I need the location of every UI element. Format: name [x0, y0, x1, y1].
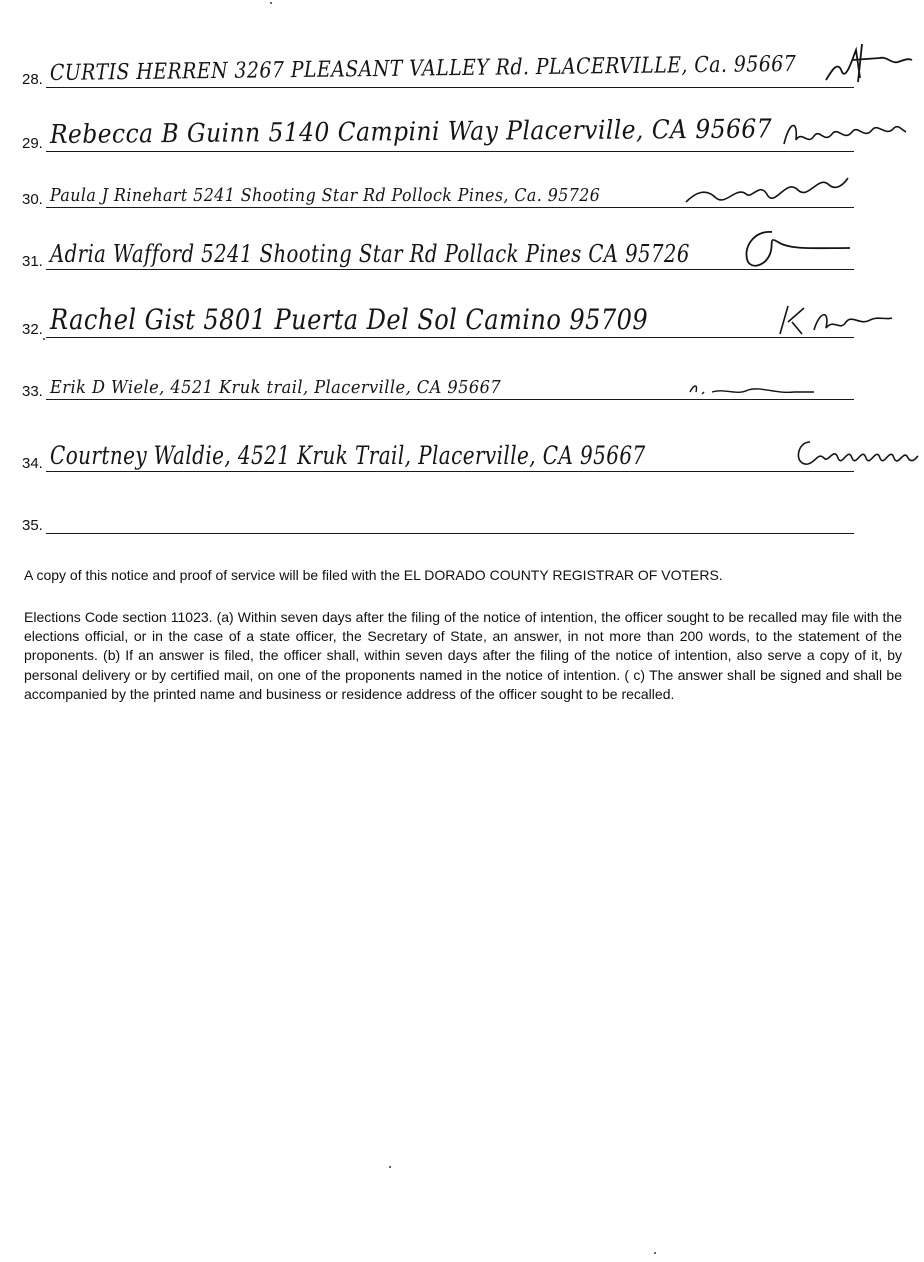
row-number: 31. [22, 253, 43, 270]
row-underline [46, 533, 854, 534]
row-number: 29. [22, 135, 43, 152]
signature-scribble [790, 434, 920, 474]
signature-row-33 [22, 344, 854, 404]
scan-speck [389, 1166, 391, 1168]
signature-row-28 [22, 32, 854, 92]
signature-row-32 [22, 282, 854, 342]
row-underline [46, 337, 854, 338]
signature-row-35 [22, 478, 854, 538]
handwritten-entry: CURTIS HERREN 3267 PLEASANT VALLEY Rd. PLACERVILLE, Ca. 95667 [49, 51, 797, 86]
row-underline [46, 87, 854, 88]
handwritten-entry: Rachel Gist 5801 Puerta Del Sol Camino 95709 [50, 303, 649, 336]
handwritten-entry: Adria Wafford 5241 Shooting Star Rd Pollack Pines CA 95726 [50, 240, 690, 268]
scan-speck [43, 338, 45, 340]
filing-notice: A copy of this notice and proof of service will be filed with the EL DORADO COUNTY REGISTRAR OF VOTERS. [24, 567, 723, 583]
row-number: 28. [22, 71, 43, 88]
row-number: 34. [22, 455, 43, 472]
signature-row-29 [22, 96, 854, 156]
signature-scribble [686, 374, 816, 402]
row-underline [46, 269, 854, 270]
row-number: 35. [22, 517, 43, 534]
row-underline [46, 471, 854, 472]
scan-speck [270, 2, 272, 4]
signature-row-31 [22, 214, 854, 274]
row-number: 30. [22, 191, 43, 208]
signature-scribble [734, 224, 854, 272]
elections-code-paragraph: Elections Code section 11023. (a) Within seven days after the filing of the notice of intention, the officer sought to be recalled may file with the elections official, or in the case of a state officer, the Secretary of State, an answer, in not more than 200 words, to the statement of the proponents. (b) If an answer is filed, the officer shall, within seven days after the filing of the notice of intention, also serve a copy of it, by personal delivery or by certified mail, on one of the proponents named in the notice of intention. ( c) The answer shall be signed and shall be accompanied by the printed name and business or residence address of the officer sought to be recalled. [24, 609, 902, 702]
signature-row-34 [22, 416, 854, 476]
handwritten-entry: Paula J Rinehart 5241 Shooting Star Rd Pollock Pines, Ca. 95726 [50, 185, 601, 206]
scan-speck [654, 1252, 656, 1254]
handwritten-entry: Rebecca B Guinn 5140 Campini Way Placerville, CA 95667 [49, 114, 773, 150]
signature-scribble [774, 300, 894, 340]
signature-scribble [682, 170, 852, 210]
handwritten-entry: Courtney Waldie, 4521 Kruk Trail, Placerville, CA 95667 [50, 441, 646, 470]
row-number: 32. [22, 321, 43, 338]
row-number: 33. [22, 383, 43, 400]
signature-row-30 [22, 152, 854, 212]
handwritten-entry: Erik D Wiele, 4521 Kruk trail, Placerville, CA 95667 [50, 377, 502, 398]
signature-scribble [778, 110, 908, 154]
signature-scribble [822, 30, 914, 90]
